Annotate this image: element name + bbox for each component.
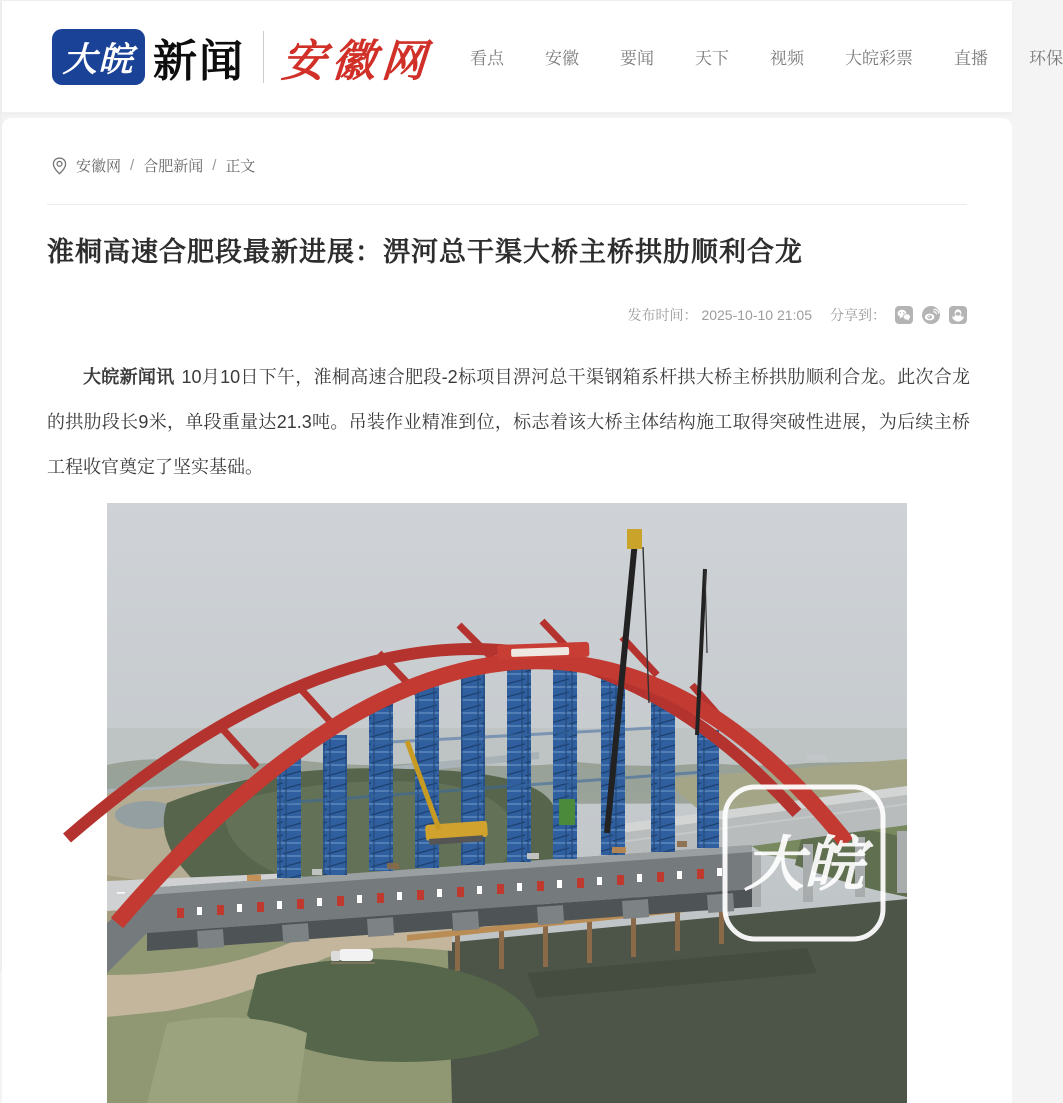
photo-watermark-text: 大皖 — [744, 831, 864, 898]
article-lead: 大皖新闻讯 — [83, 367, 175, 387]
breadcrumb-channel[interactable]: 合肥新闻 — [143, 158, 204, 175]
location-pin-icon — [52, 157, 67, 175]
weibo-share-icon[interactable] — [922, 306, 940, 324]
share-label: 分享到： — [830, 307, 886, 323]
qq-share-icon[interactable] — [949, 306, 967, 324]
breadcrumb-current: 正文 — [225, 158, 256, 175]
breadcrumb-separator: / — [212, 157, 217, 174]
site-logo[interactable] — [52, 25, 432, 89]
bridge-aerial-photo — [107, 503, 907, 1103]
breadcrumb-site[interactable]: 安徽网 — [76, 158, 122, 175]
main-nav — [470, 44, 1063, 69]
section-divider — [47, 204, 967, 205]
wechat-share-icon[interactable] — [895, 306, 913, 324]
site-name[interactable]: 安徽网 — [279, 36, 434, 86]
nav-item-huanbao[interactable]: 环保 — [1029, 49, 1063, 68]
article-card — [2, 118, 1012, 1103]
publish-time-label: 发布时间： — [627, 307, 698, 323]
logo-suffix[interactable]: 新闻 — [153, 36, 245, 86]
logo-divider — [263, 31, 264, 83]
logo-badge[interactable]: 大皖 — [52, 29, 145, 85]
nav-item-shipin[interactable]: 视频 — [770, 49, 804, 68]
article-paragraph — [47, 355, 970, 490]
nav-item-tianxia[interactable]: 天下 — [695, 49, 729, 68]
publish-time-value: 2025-10-10 21:05 — [701, 307, 812, 323]
nav-item-caipiao[interactable]: 大皖彩票 — [845, 49, 913, 68]
article-meta — [47, 305, 967, 325]
nav-item-anhui[interactable]: 安徽 — [545, 49, 579, 68]
site-header — [2, 1, 1063, 113]
article-title: 淮桐高速合肥段最新进展：淠河总干渠大桥主桥拱肋顺利合龙 — [47, 237, 803, 267]
nav-item-yaowen[interactable]: 要闻 — [620, 49, 654, 68]
article-photo — [107, 503, 907, 1103]
article-text: 10月10日下午，淮桐高速合肥段-2标项目淠河总干渠钢箱系杆拱大桥主桥拱肋顺利合龙。此次合龙的拱肋段长9米，单段重量达21.3吨。吊装作业精准到位，标志着该大桥主体结构施工取得突破性进展，为后续主桥工程收官奠定了坚实基础。 — [47, 367, 970, 477]
breadcrumb — [2, 155, 1012, 176]
nav-item-zhibo[interactable]: 直播 — [954, 49, 988, 68]
nav-item-kandian[interactable]: 看点 — [470, 49, 504, 68]
breadcrumb-separator: / — [130, 157, 135, 174]
